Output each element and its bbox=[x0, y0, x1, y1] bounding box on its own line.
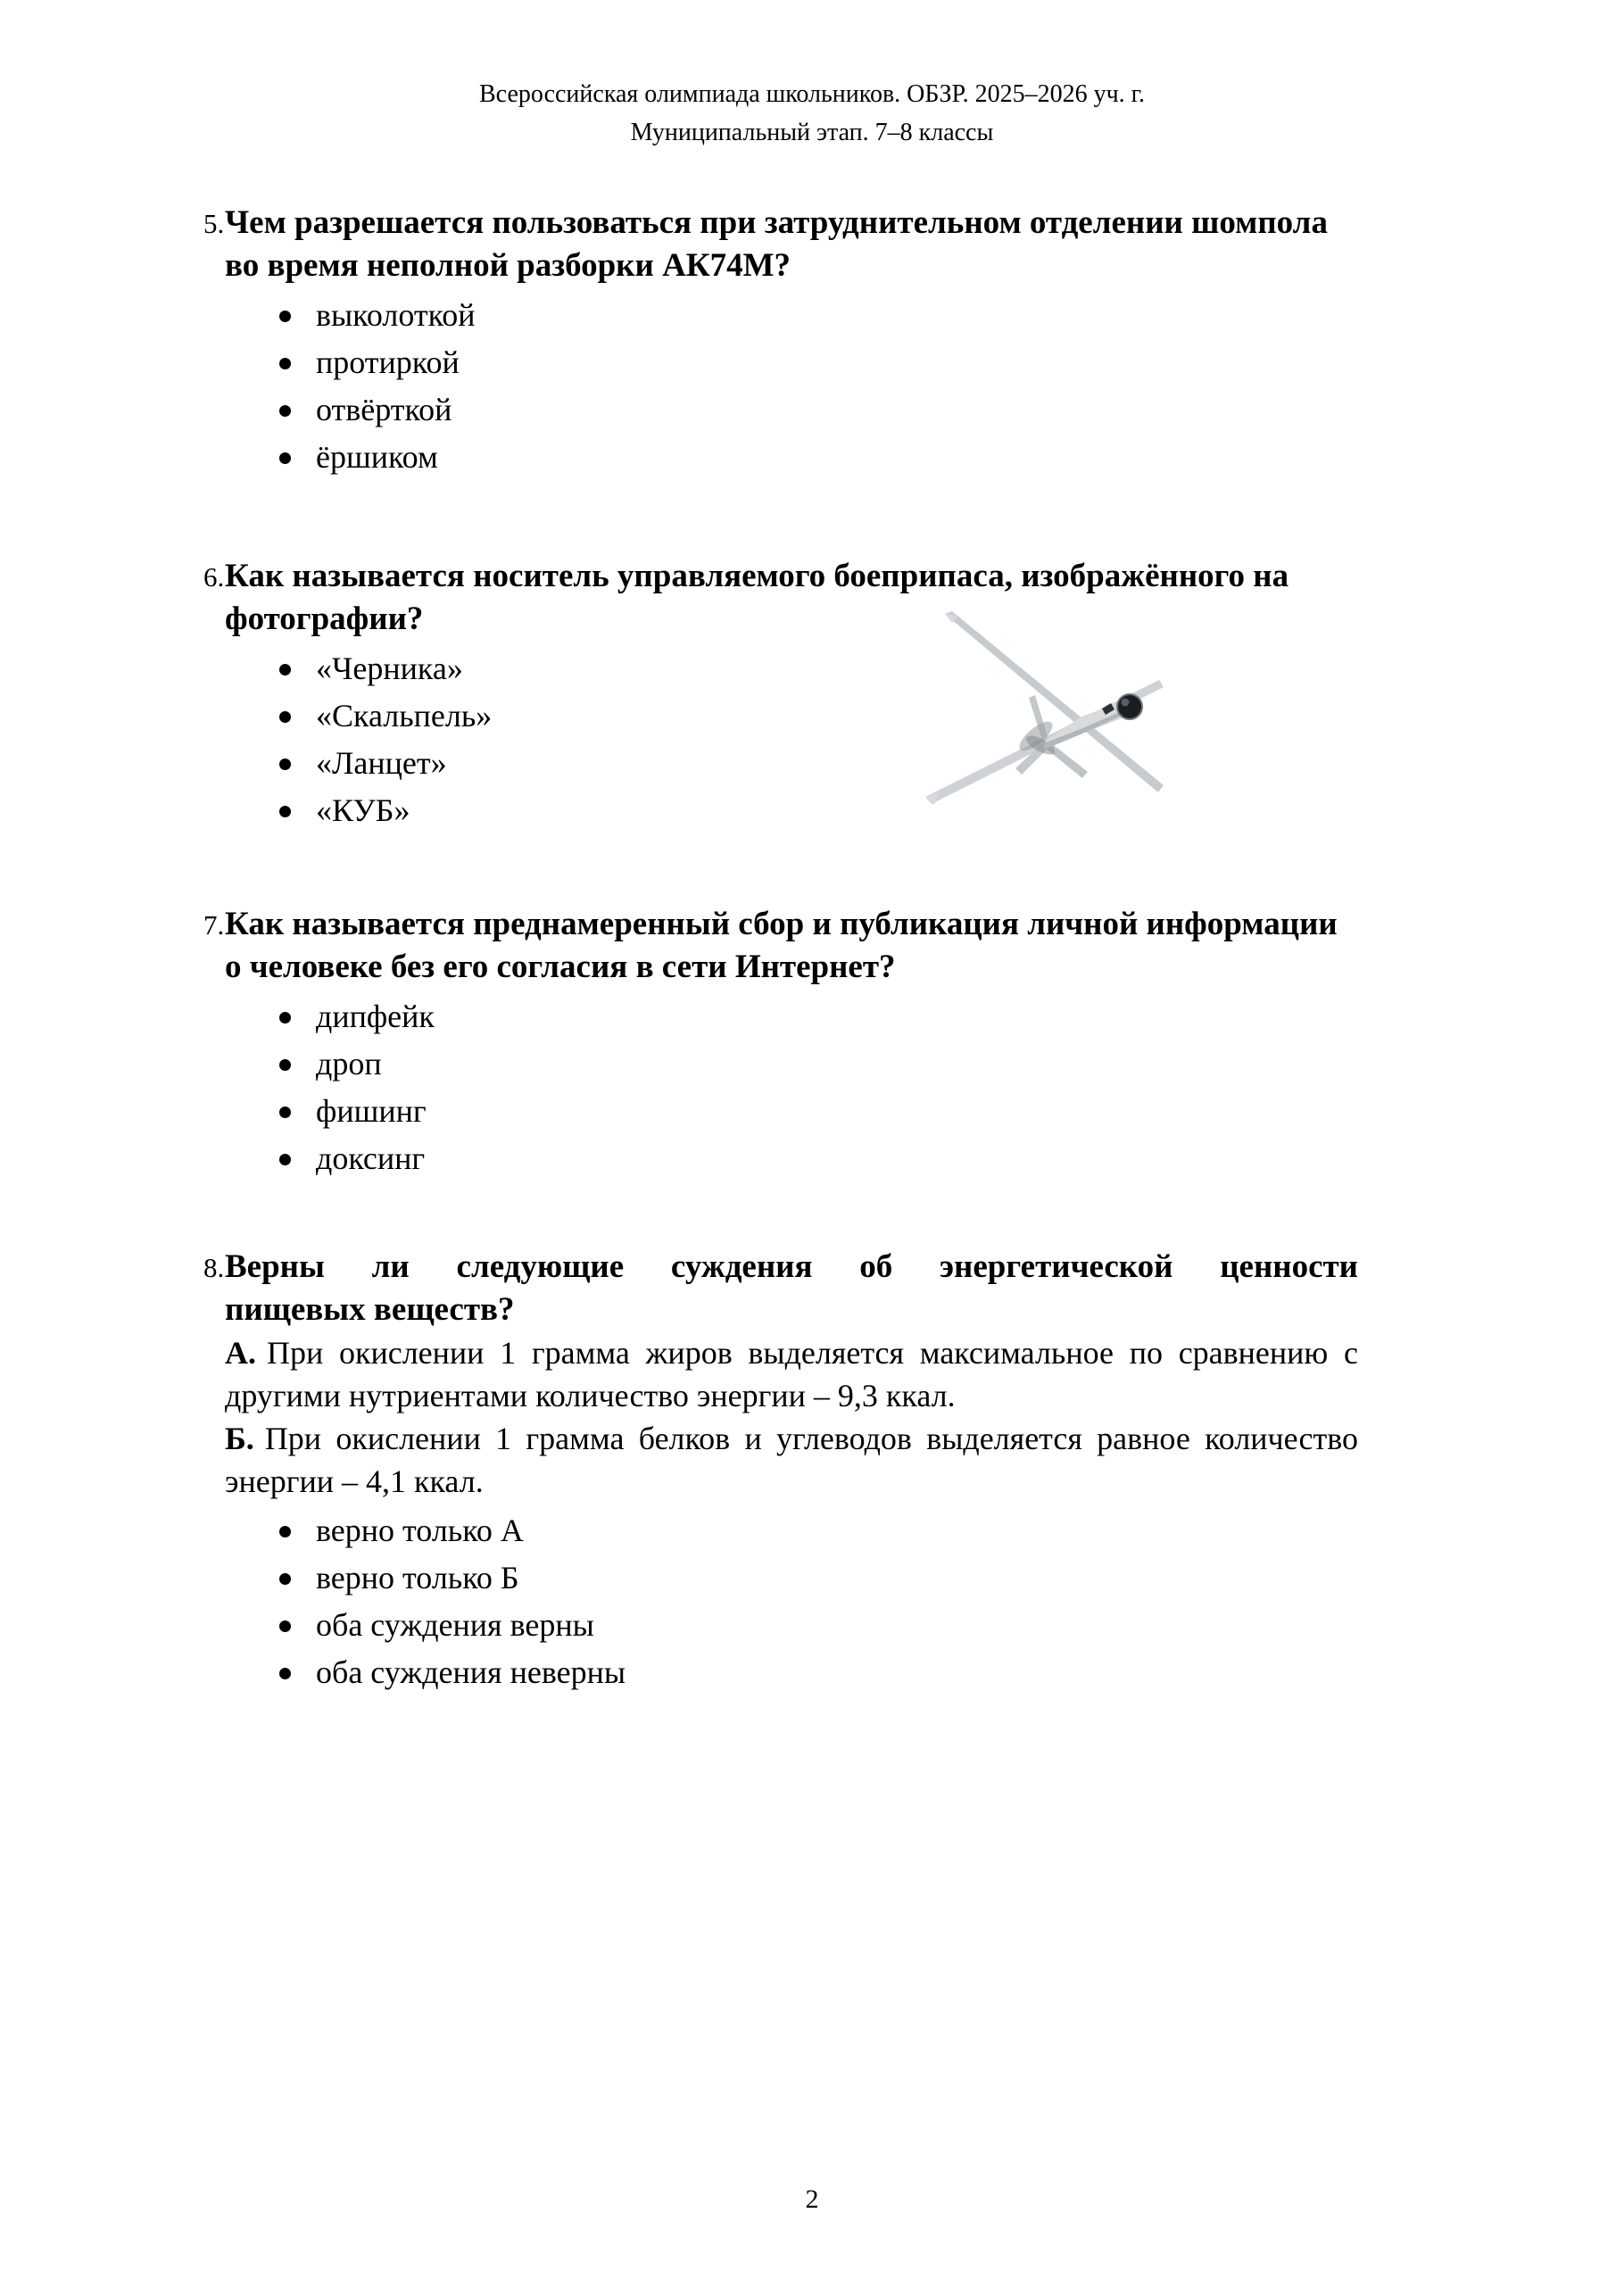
bullet-icon bbox=[279, 806, 291, 817]
document-header bbox=[0, 75, 1624, 152]
question-6 bbox=[203, 555, 1358, 833]
option bbox=[203, 1601, 1358, 1648]
option bbox=[203, 385, 1358, 433]
question-number: 6. bbox=[203, 561, 225, 593]
options-list bbox=[203, 1506, 1358, 1695]
option-text: ёршиком bbox=[316, 438, 438, 475]
option-text: дроп bbox=[316, 1045, 382, 1082]
option-text: выколоткой bbox=[316, 296, 476, 333]
option-text: «Скальпель» bbox=[316, 697, 493, 734]
option bbox=[203, 992, 1358, 1040]
statement-text: При окислении 1 грамма жиров выделяется максимальное по сравнению с другими нутриентами количество энергии – 9,3 ккал. bbox=[225, 1335, 1358, 1413]
option bbox=[203, 1040, 1358, 1087]
question-8 bbox=[203, 1246, 1358, 1695]
option-text: оба суждения неверны bbox=[316, 1654, 626, 1690]
option-text: отвёрткой bbox=[316, 391, 452, 427]
question-text: Чем разрешается пользоваться при затруднительном отделении шомпола во время неполной разборки АК74М? bbox=[225, 204, 1328, 284]
option-text: верно только Б bbox=[316, 1559, 519, 1596]
bullet-icon bbox=[279, 1526, 291, 1538]
bullet-icon bbox=[279, 1059, 291, 1071]
bullet-icon bbox=[279, 664, 291, 676]
option bbox=[203, 692, 1358, 739]
option bbox=[203, 786, 1358, 833]
bullet-icon bbox=[279, 1620, 291, 1632]
statement bbox=[225, 1417, 1358, 1503]
bullet-icon bbox=[279, 311, 291, 322]
options-list bbox=[203, 992, 1358, 1181]
option-text: протиркой bbox=[316, 344, 460, 380]
option bbox=[203, 338, 1358, 385]
bullet-icon bbox=[279, 711, 291, 723]
question-5 bbox=[203, 202, 1358, 480]
statement-label: Б. bbox=[225, 1421, 254, 1456]
option bbox=[203, 433, 1358, 480]
option-text: фишинг bbox=[316, 1092, 427, 1129]
option bbox=[203, 1134, 1358, 1181]
question-text: Как называется носитель управляемого боеприпаса, изображённого на фотографии? bbox=[225, 558, 1289, 637]
option bbox=[203, 644, 1358, 692]
question-number: 7. bbox=[203, 909, 225, 941]
question-number: 5. bbox=[203, 208, 225, 239]
option-text: «Черника» bbox=[316, 650, 463, 686]
option-text: «КУБ» bbox=[316, 792, 410, 828]
bullet-icon bbox=[279, 1012, 291, 1024]
option bbox=[203, 291, 1358, 338]
options-list bbox=[203, 644, 1358, 833]
options-list bbox=[203, 291, 1358, 480]
option bbox=[203, 1648, 1358, 1695]
drone-photo bbox=[905, 603, 1164, 844]
option-text: «Ланцет» bbox=[316, 744, 447, 781]
statement-label: А. bbox=[225, 1335, 256, 1371]
page-number: 2 bbox=[805, 2184, 819, 2214]
bullet-icon bbox=[279, 452, 291, 464]
question-7 bbox=[203, 903, 1358, 1181]
option-text: доксинг bbox=[316, 1140, 426, 1176]
option bbox=[203, 1506, 1358, 1554]
option-text: верно только А bbox=[316, 1512, 524, 1548]
statements-block bbox=[225, 1331, 1358, 1503]
question-text: Как называется преднамеренный сбор и публикация личной информации о человеке без его согласия в сети Интернет? bbox=[225, 906, 1338, 985]
bullet-icon bbox=[279, 1573, 291, 1585]
question-number: 8. bbox=[203, 1252, 225, 1283]
option bbox=[203, 1554, 1358, 1601]
bullet-icon bbox=[279, 1107, 291, 1118]
option-text: дипфейк bbox=[316, 998, 435, 1034]
option bbox=[203, 1087, 1358, 1134]
nose-camera-icon bbox=[1117, 694, 1142, 719]
bullet-icon bbox=[279, 758, 291, 770]
header-line-1: Всероссийская олимпиада школьников. ОБЗР. 2025–2026 уч. г. bbox=[479, 80, 1145, 108]
statement bbox=[225, 1331, 1358, 1417]
bullet-icon bbox=[279, 1154, 291, 1165]
header-line-2: Муниципальный этап. 7–8 классы bbox=[630, 119, 994, 146]
option-text: оба суждения верны bbox=[316, 1606, 594, 1643]
question-text: Верны ли следующие суждения об энергетической ценности пищевых веществ? bbox=[225, 1248, 1358, 1328]
bullet-icon bbox=[279, 405, 291, 417]
bullet-icon bbox=[279, 1668, 291, 1679]
option bbox=[203, 739, 1358, 786]
statement-text: При окислении 1 грамма белков и углеводов выделяется равное количество энергии – 4,1 ккал. bbox=[225, 1421, 1358, 1499]
bullet-icon bbox=[279, 358, 291, 369]
